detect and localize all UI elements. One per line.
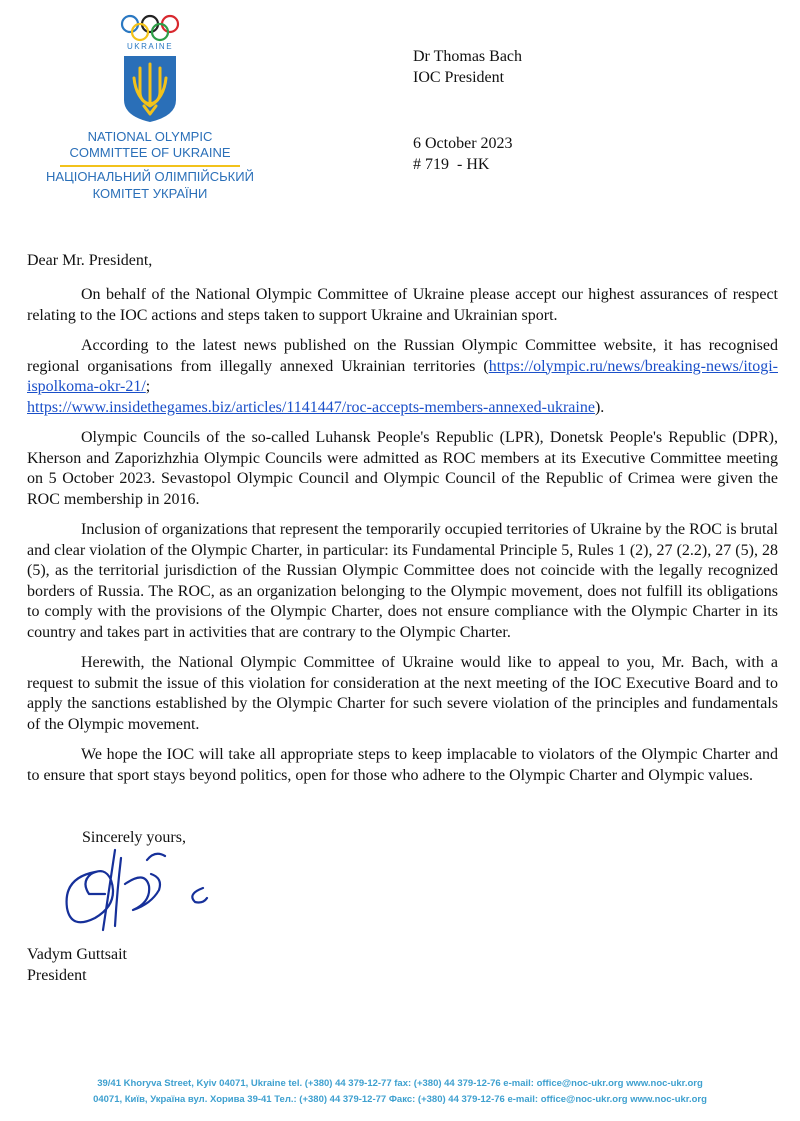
handwritten-signature bbox=[55, 830, 225, 940]
paragraph-2 bbox=[27, 336, 778, 418]
olympic-rings-icon bbox=[119, 14, 181, 42]
paragraph-4: Inclusion of organizations that represent the temporarily occupied territories of Ukraine by the ROC is brutal and clear violation of the Olympic Charter, in particular: its Fundamental Principle 5, Rules 1 (2), 27 (2.2), 27 (5), 28 (5), as the territorial jurisdiction of the Russian Olympic Committee does not coincide with the legally recognized borders of Russia. The ROC, as an organization belonging to the Olympic movement, does not fulfill its obligations to comply with the provisions of the Olympic Charter, does not ensure compliance with the Olympic Charter in its country and takes part in activities that are contrary to the Olympic Charter. bbox=[27, 521, 778, 641]
paragraph-5: Herewith, the National Olympic Committee of Ukraine would like to appeal to you, Mr. Bach, with a request to submit the issue of this violation for consideration at the next meeting of the IOC Executive Board and to apply the sanctions established by the Olympic Charter for such severe violation of the principles and fundamentals of the Olympic movement. bbox=[27, 654, 778, 733]
paragraph-3: Olympic Councils of the so-called Luhansk People's Republic (LPR), Donetsk People's Republic (DPR), Kherson and Zaporizhzhia Olympic Councils were admitted as ROC members at its Executive Committee meeting on 5 October 2023. Sevastopol Olympic Council and Olympic Council of the Republic of Crimea were given the ROC membership in 2016. bbox=[27, 429, 778, 508]
org-name-english-line2: COMMITTEE OF UKRAINE bbox=[69, 145, 231, 160]
salutation: Dear Mr. President, bbox=[27, 252, 153, 269]
paragraph-1: On behalf of the National Olympic Committee of Ukraine please accept our highest assurances of respect relating to the IOC actions and steps taken to support Ukraine and Ukrainian sport. bbox=[27, 286, 778, 324]
letterhead-footer bbox=[0, 1076, 800, 1108]
signer-block bbox=[27, 944, 127, 986]
olympic-ru-link[interactable]: https://olympic.ru/news/breaking-news/itogi-ispolkoma-okr-21/ bbox=[27, 357, 778, 395]
paragraph-6: We hope the IOC will take all appropriate steps to keep implacable to violators of the Olympic Charter and to ensure that sport stays beyond politics, open for those who adhere to the Olympic Charter and Olympic values. bbox=[27, 746, 778, 784]
paragraph-2-text: According to the latest news published on the Russian Olympic Committee website, it has recognised regional organisations from illegally annexed Ukrainian territories ( bbox=[27, 337, 778, 375]
footer-address-ukrainian: 04071, Київ, Україна вул. Хорива 39-41 Тел.: (+380) 44 379-12-77 Факс: (+380) 44 379-12-76 e-mail: office@noc-ukr.org www.noc-ukr.org bbox=[93, 1094, 707, 1105]
letter-date: 6 October 2023 bbox=[413, 135, 513, 152]
signer-name: Vadym Guttsait bbox=[27, 946, 127, 963]
org-name-english-line1: NATIONAL OLYMPIC bbox=[87, 129, 213, 144]
closing: Sincerely yours, bbox=[82, 829, 186, 846]
logo-country-word: UKRAINE bbox=[126, 42, 174, 51]
org-name-ukrainian-line1: НАЦІОНАЛЬНИЙ ОЛІМПІЙСЬКИЙ bbox=[46, 169, 254, 184]
footer-address-english: 39/41 Khoryva Street, Kyiv 04071, Ukraine tel. (+380) 44 379-12-77 fax: (+380) 44 379-12-76 e-mail: office@noc-ukr.org www.noc-ukr.org bbox=[97, 1078, 703, 1089]
paragraph-2-end: ). bbox=[594, 398, 605, 416]
addressee-title: IOC President bbox=[413, 69, 505, 86]
link-separator: ; bbox=[145, 378, 151, 395]
letter-reference: # 719 - HK bbox=[413, 156, 490, 173]
letter-meta bbox=[413, 133, 513, 175]
org-name-ukrainian-line2: КОМІТЕТ УКРАЇНИ bbox=[92, 186, 208, 201]
signer-title: President bbox=[27, 967, 87, 984]
addressee-block bbox=[413, 46, 522, 88]
ukraine-coat-of-arms-icon bbox=[122, 54, 178, 124]
org-name-english bbox=[45, 129, 255, 161]
letter-body bbox=[27, 285, 778, 796]
org-name-ukrainian bbox=[45, 168, 255, 202]
logo-divider bbox=[60, 165, 240, 167]
insidethegames-link[interactable]: https://www.insidethegames.biz/articles/1141447/roc-accepts-members-annexed-ukraine bbox=[27, 398, 595, 416]
addressee-name: Dr Thomas Bach bbox=[413, 48, 523, 65]
